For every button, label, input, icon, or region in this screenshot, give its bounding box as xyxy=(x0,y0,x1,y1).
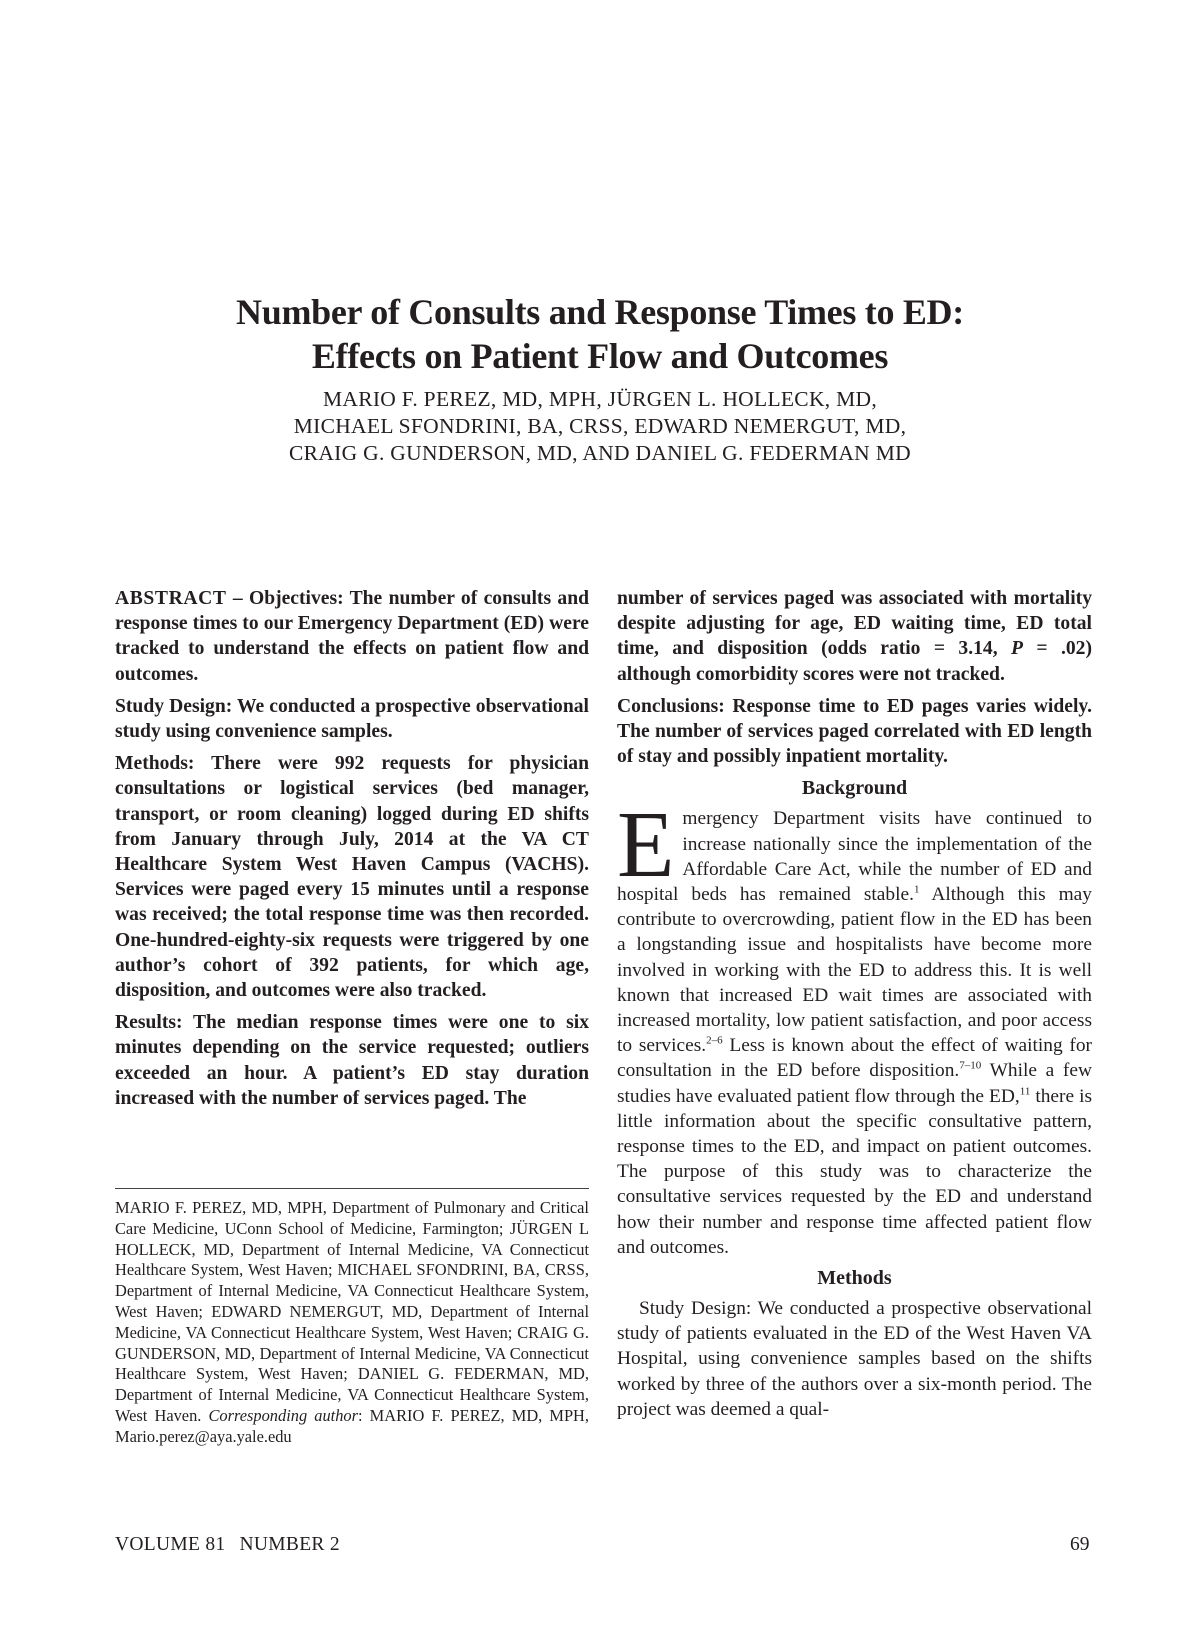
author-line-1: MARIO F. PEREZ, MD, MPH, JÜRGEN L. HOLLECK, MD, xyxy=(322,387,878,411)
page-number: 69 xyxy=(1070,1534,1090,1555)
author-line-3: CRAIG G. GUNDERSON, MD, AND DANIEL G. FEDERMAN MD xyxy=(289,441,911,465)
reference-1: 1 xyxy=(913,883,920,896)
drop-cap: E xyxy=(617,793,675,898)
reference-7-10: 7–10 xyxy=(959,1059,982,1072)
background-heading: Background xyxy=(801,777,908,800)
article-title-line-1: Number of Consults and Response Times to ED: xyxy=(236,292,964,332)
methods-paragraph: Study Design: We conducted a prospective observational study of patients evaluated in the ED of the West Haven VA Hospital, using convenience samples based on the shifts worked by three of the authors over a six-month period. The project was deemed a qual- xyxy=(617,1298,1092,1420)
abstract-results-part-1: Results: The median response times were one to six minutes depending on the service requested; outliers exceeded an hour. A patient’s ED stay duration increased with the number of services paged. The xyxy=(115,1012,589,1109)
background-text-1: mergency Department visits have continued to increase nationally since the implementation of the Affordable Care Act, while the number of ED and hospital beds has remained stable. xyxy=(617,808,1092,906)
article-title-line-2: Effects on Patient Flow and Outcomes xyxy=(311,336,889,376)
author-affiliations xyxy=(115,1198,589,1448)
volume-label: VOLUME 81 xyxy=(115,1534,226,1555)
background-paragraph xyxy=(617,793,1093,1260)
article-header xyxy=(0,290,1200,467)
background-text-4: While a few studies have evaluated patient flow through the ED, xyxy=(617,1060,1092,1107)
number-label: NUMBER 2 xyxy=(239,1534,340,1555)
abstract-results-text-a: number of services paged was associated with mortality despite adjusting for age, ED waiting time, ED total time, and disposition (odds ratio = 3.14, xyxy=(617,588,1092,660)
right-column xyxy=(617,586,1092,1422)
abstract-label: ABSTRACT xyxy=(115,588,227,609)
abstract-results-part-2 xyxy=(617,586,1092,687)
corresponding-author-label: Corresponding author xyxy=(208,1405,358,1425)
footnote-divider xyxy=(115,1188,589,1189)
journal-issue-footer xyxy=(115,1534,340,1556)
corresponding-author-text: : MARIO F. PEREZ, MD, MPH, Mario.perez@aya.yale.edu xyxy=(115,1405,589,1446)
abstract-results-text-b: = .02) although comorbidity scores were not tracked. xyxy=(617,638,1092,685)
abstract-objectives-text: Objectives: The number of consults and response times to our Emergency Department (ED) were tracked to understand the effects on patient flow and outcomes. xyxy=(115,588,589,685)
abstract-dash: – xyxy=(226,588,249,609)
abstract-objectives xyxy=(115,586,589,687)
abstract-methods: Methods: There were 992 requests for physician consultations or logistical services (bed manager, transport, or room cleaning) logged during ED shifts from January through July, 2014 at the VA CT Healthcare System West Haven Campus (VACHS). Services were paged every 15 minutes until a response was received; the total response time was then recorded. One-hundred-eighty-six requests were triggered by one author’s cohort of 392 patients, for which age, disposition, and outcomes were also tracked. xyxy=(115,753,589,1002)
abstract-conclusions: Conclusions: Response time to ED pages varies widely. The number of services paged correlated with ED length of stay and possibly inpatient mortality. xyxy=(617,695,1092,768)
background-text-5: there is little information about the specific consultative pattern, response times to the ED, and impact on patient outcomes. The purpose of this study was to characterize the consultative services requested by the ED and understand how their number and response time affected patient flow and outcomes. xyxy=(617,1085,1093,1258)
reference-11: 11 xyxy=(1019,1085,1031,1098)
reference-2-6: 2–6 xyxy=(706,1034,723,1047)
affiliations-text: MARIO F. PEREZ, MD, MPH, Department of Pulmonary and Critical Care Medicine, UConn School of Medicine, Farmington; JÜRGEN L HOLLECK, MD, Department of Internal Medicine, VA Connecticut Healthcare System, West Haven; MICHAEL SFONDRINI, BA, CRSS, Department of Internal Medicine, VA Connecticut Healthcare System, West Haven; EDWARD NEMERGUT, MD, Department of Internal Medicine, VA Connecticut Healthcare System, West Haven; CRAIG G. GUNDERSON, MD, Department of Internal Medicine, VA Connecticut Healthcare System, West Haven; DANIEL G. FEDERMAN, MD, Department of Internal Medicine, VA Connecticut Healthcare System, West Haven. xyxy=(115,1198,589,1425)
author-line-2: MICHAEL SFONDRINI, BA, CRSS, EDWARD NEMERGUT, MD, xyxy=(293,414,907,438)
author-list xyxy=(0,386,1200,467)
background-text-2: Although this may contribute to overcrowding, patient flow in the ED has been a longstanding issue and hospitalists have become more involved in working with the ED to address this. It is well known that increased ED wait times are associated with increased mortality, low patient satisfaction, and poor access to services. xyxy=(617,884,1092,1057)
left-column xyxy=(115,586,589,1118)
p-value-label: P xyxy=(1011,638,1023,660)
methods-heading: Methods xyxy=(817,1267,892,1290)
abstract-study-design: Study Design: We conducted a prospective observational study using convenience samples. xyxy=(115,695,589,743)
background-text-3: Less is known about the effect of waiting for consultation in the ED before disposition. xyxy=(617,1035,1092,1082)
